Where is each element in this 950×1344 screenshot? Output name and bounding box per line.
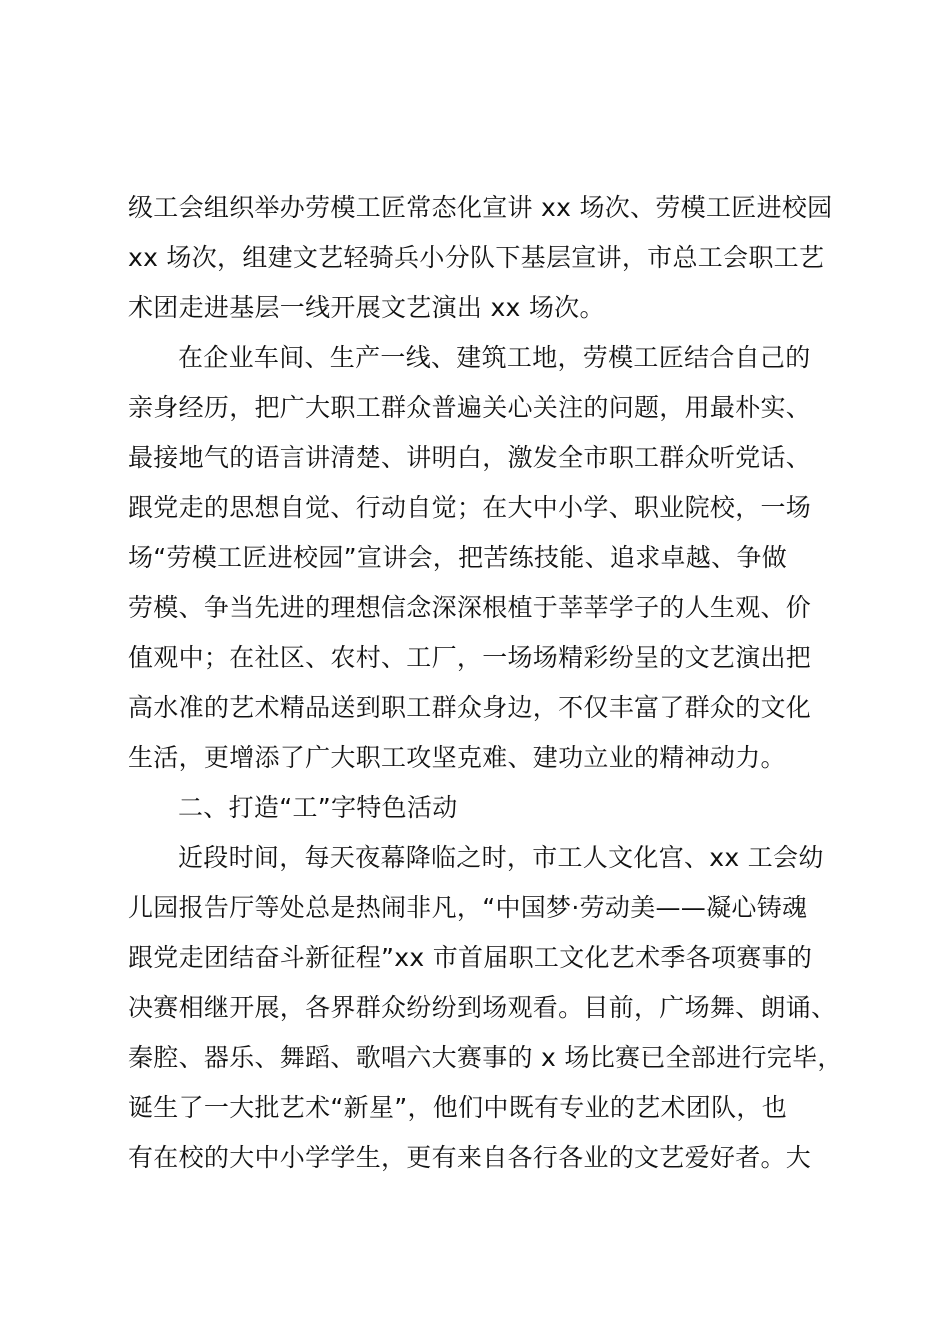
text-line: 诞生了一大批艺术“新星”，他们中既有专业的艺术团队，也 — [128, 1093, 788, 1122]
text-line: 最接地气的语言讲清楚、讲明白，激发全市职工群众听党话、 — [128, 443, 812, 472]
text-line: 高水准的艺术精品送到职工群众身边，不仅丰富了群众的文化 — [128, 693, 812, 722]
text-line: 亲身经历，把广大职工群众普遍关心关注的问题，用最朴实、 — [128, 393, 812, 422]
paragraph-first-line: 近段时间，每天夜幕降临之时，市工人文化宫、xx 工会幼 — [178, 843, 824, 872]
text-line: xx 场次，组建文艺轻骑兵小分队下基层宣讲，市总工会职工艺 — [128, 243, 825, 272]
text-line: 生活，更增添了广大职工攻坚克难、建功立业的精神动力。 — [128, 743, 786, 772]
section-heading: 二、打造“工”字特色活动 — [178, 793, 458, 822]
text-line: 劳模、争当先进的理想信念深深根植于莘莘学子的人生观、价 — [128, 593, 812, 622]
text-line: 术团走进基层一线开展文艺演出 xx 场次。 — [128, 293, 605, 322]
text-line: 儿园报告厅等处总是热闹非凡，“中国梦·劳动美——凝心铸魂 — [128, 893, 808, 922]
text-line: 级工会组织举办劳模工匠常态化宣讲 xx 场次、劳模工匠进校园 — [128, 193, 833, 222]
text-line: 值观中；在社区、农村、工厂，一场场精彩纷呈的文艺演出把 — [128, 643, 812, 672]
text-line: 决赛相继开展，各界群众纷纷到场观看。目前，广场舞、朗诵、 — [128, 993, 837, 1022]
text-line: 跟党走的思想自觉、行动自觉；在大中小学、职业院校，一场 — [128, 493, 812, 522]
text-line: 场“劳模工匠进校园”宣讲会，把苦练技能、追求卓越、争做 — [128, 543, 788, 572]
text-line: 秦腔、器乐、舞蹈、歌唱六大赛事的 x 场比赛已全部进行完毕， — [128, 1043, 843, 1072]
paragraph-first-line: 在企业车间、生产一线、建筑工地，劳模工匠结合自己的 — [178, 343, 811, 372]
text-line: 跟党走团结奋斗新征程”xx 市首届职工文化艺术季各项赛事的 — [128, 943, 813, 972]
text-line: 有在校的大中小学学生，更有来自各行各业的文艺爱好者。大 — [128, 1143, 812, 1172]
